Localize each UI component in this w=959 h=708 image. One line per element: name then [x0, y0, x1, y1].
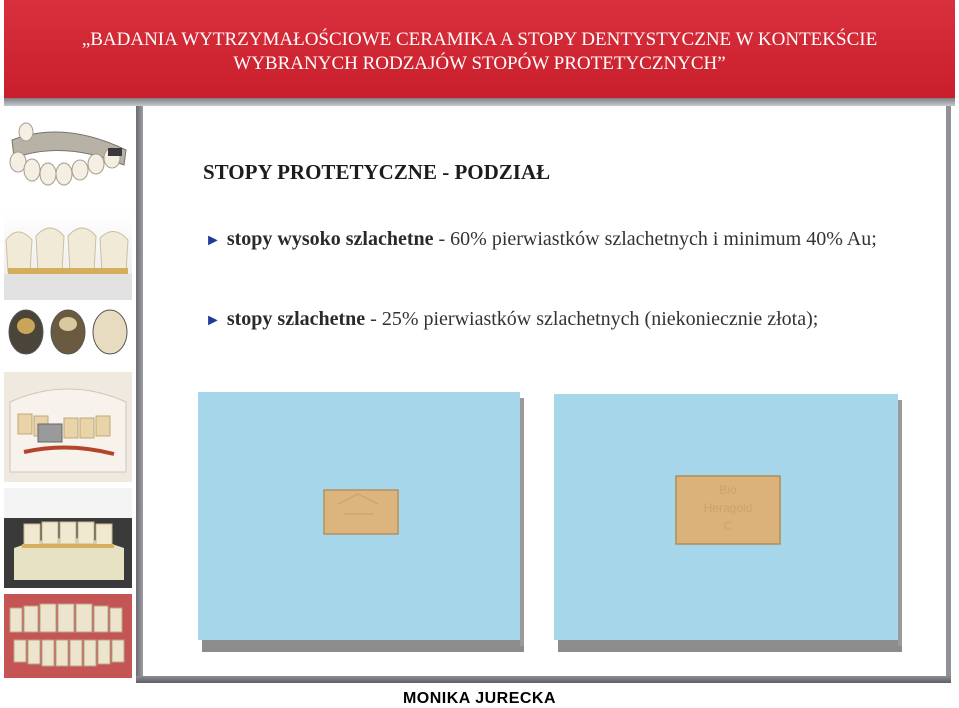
teeth-photo-6	[4, 594, 132, 678]
title-banner	[4, 0, 955, 101]
model-photo-5	[4, 488, 132, 588]
dental-photo-strip	[4, 106, 132, 678]
bullet-text: - 60% pierwiastków szlachetnych i minimum 40% Au;	[433, 228, 877, 250]
title-line-2: WYBRANYCH RODZAJÓW STOPÓW PROTETYCZNYCH”	[233, 53, 726, 74]
alloy-plate-photo-right	[554, 394, 902, 652]
title-line-1: „BADANIA WYTRZYMAŁOŚCIOWE CERAMIKA A STOPY DENTYSTYCZNE W KONTEKŚCIE	[81, 29, 878, 50]
bullet-arrow-icon: ►	[205, 312, 221, 329]
vertical-divider	[136, 106, 143, 683]
alloy-plate-photo-left	[198, 392, 524, 652]
bridge-photo-1	[4, 110, 132, 206]
engraving-line-1: Bio	[719, 483, 737, 497]
bottom-divider	[136, 676, 951, 683]
bullet-arrow-icon: ►	[205, 232, 221, 249]
right-border	[946, 106, 951, 683]
crowns-photo-3	[4, 302, 132, 366]
model-photo-4	[4, 372, 132, 482]
banner-shadow	[4, 98, 955, 106]
engraving-line-3: C	[723, 519, 733, 533]
bullet-term: stopy szlachetne	[226, 308, 366, 330]
bullet-high-noble	[205, 226, 910, 254]
bullet-term: stopy wysoko szlachetne	[226, 228, 434, 250]
crowns-photo-2	[4, 210, 132, 300]
bullet-noble	[205, 306, 910, 334]
section-heading: STOPY PROTETYCZNE - PODZIAŁ	[203, 160, 551, 184]
engraving-line-2: Heragold	[703, 501, 753, 515]
presentation-title	[4, 28, 955, 76]
author-footer: MONIKA JURECKA	[402, 690, 557, 707]
bullet-text: - 25% pierwiastków szlachetnych (niekoniecznie złota);	[365, 308, 819, 330]
